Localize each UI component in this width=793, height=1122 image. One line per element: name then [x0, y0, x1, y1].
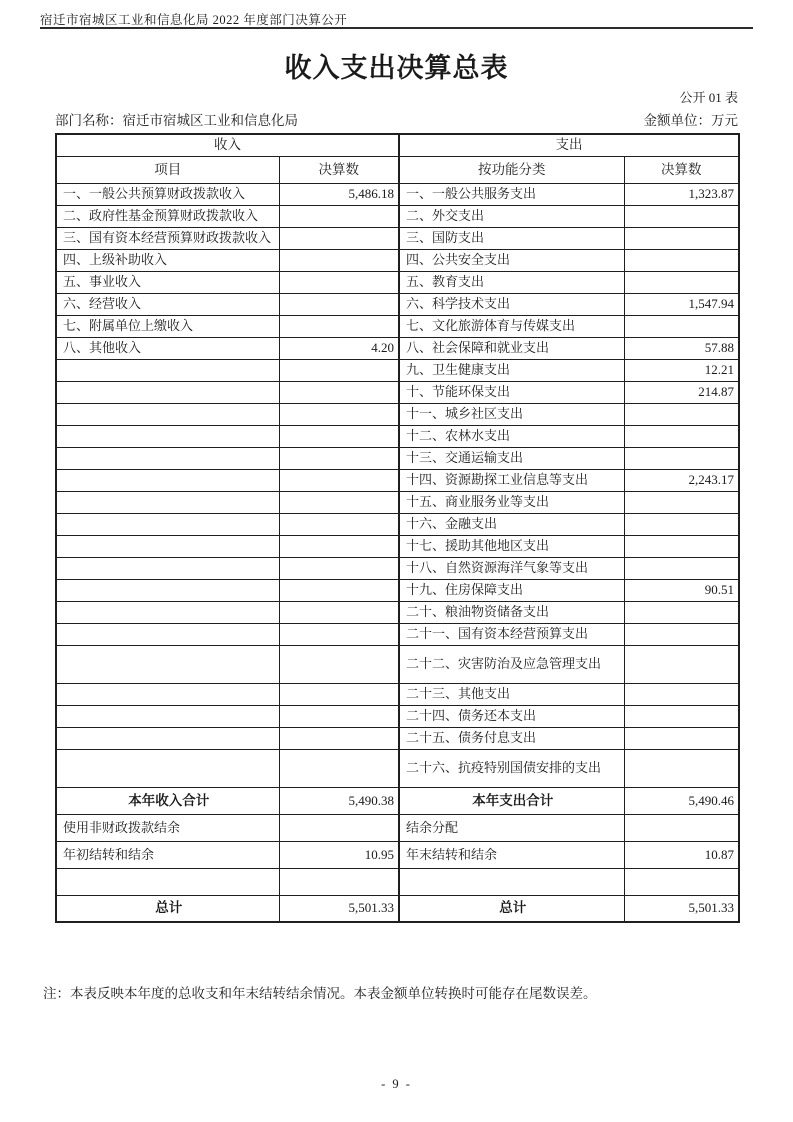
income-amount-cell — [279, 557, 399, 579]
expense-amount-cell — [624, 425, 739, 447]
income-amount-cell — [279, 683, 399, 705]
income-item-cell: 三、国有资本经营预算财政拨款收入 — [56, 227, 279, 249]
income-amount-cell — [279, 491, 399, 513]
column-header-income-amount: 决算数 — [279, 156, 399, 183]
income-amount-cell — [279, 814, 399, 841]
table-row — [56, 469, 739, 491]
income-item-cell: 二、政府性基金预算财政拨款收入 — [56, 205, 279, 227]
income-item-cell: 一、一般公共预算财政拨款收入 — [56, 183, 279, 205]
expense-amount-cell: 90.51 — [624, 579, 739, 601]
income-item-cell — [56, 749, 279, 787]
amount-unit-label: 金额单位：万元 — [643, 113, 738, 128]
income-item-cell — [56, 623, 279, 645]
expense-item-cell: 九、卫生健康支出 — [399, 359, 624, 381]
expense-item-cell: 二十六、抗疫特别国债安排的支出 — [399, 749, 624, 787]
summary-row — [56, 868, 739, 895]
income-group-header: 收入 — [56, 134, 399, 156]
income-item-cell — [56, 403, 279, 425]
expense-amount-cell — [624, 683, 739, 705]
table-row — [56, 337, 739, 359]
column-header-item: 项目 — [56, 156, 279, 183]
income-item-cell — [56, 359, 279, 381]
table-row — [56, 381, 739, 403]
expense-item-cell: 二十四、债务还本支出 — [399, 705, 624, 727]
income-amount-cell — [279, 359, 399, 381]
budget-table — [55, 133, 740, 923]
income-item-cell — [56, 381, 279, 403]
expense-amount-cell — [624, 705, 739, 727]
income-amount-cell — [279, 425, 399, 447]
expense-amount-cell — [624, 491, 739, 513]
expense-item-cell: 四、公共安全支出 — [399, 249, 624, 271]
expense-amount-cell — [624, 403, 739, 425]
income-amount-cell — [279, 623, 399, 645]
expense-amount-cell — [624, 447, 739, 469]
income-amount-cell — [279, 249, 399, 271]
expense-amount-cell — [624, 623, 739, 645]
income-item-cell: 本年收入合计 — [56, 787, 279, 814]
table-row — [56, 705, 739, 727]
expense-amount-cell: 10.87 — [624, 841, 739, 868]
income-item-cell: 四、上级补助收入 — [56, 249, 279, 271]
expense-item-cell: 七、文化旅游体育与传媒支出 — [399, 315, 624, 337]
expense-amount-cell — [624, 645, 739, 683]
income-item-cell — [56, 579, 279, 601]
expense-item-cell: 结余分配 — [399, 814, 624, 841]
page-title: 收入支出决算总表 — [284, 53, 509, 83]
expense-amount-cell — [624, 814, 739, 841]
table-row — [56, 183, 739, 205]
table-number-label: 公开 01 表 — [679, 90, 738, 105]
expense-amount-cell — [624, 513, 739, 535]
expense-amount-cell: 214.87 — [624, 381, 739, 403]
table-row — [56, 425, 739, 447]
expense-item-cell: 一、一般公共服务支出 — [399, 183, 624, 205]
expense-amount-cell — [624, 227, 739, 249]
header-rule — [40, 27, 753, 29]
income-item-cell — [56, 557, 279, 579]
income-item-cell — [56, 727, 279, 749]
page-number: - 9 - — [381, 1077, 412, 1091]
table-row — [56, 205, 739, 227]
expense-amount-cell — [624, 749, 739, 787]
table-row — [56, 727, 739, 749]
table-row — [56, 683, 739, 705]
expense-item-cell: 六、科学技术支出 — [399, 293, 624, 315]
income-item-cell — [56, 513, 279, 535]
expense-item-cell: 三、国防支出 — [399, 227, 624, 249]
income-amount-cell — [279, 749, 399, 787]
income-item-cell — [56, 491, 279, 513]
income-amount-cell — [279, 579, 399, 601]
income-amount-cell — [279, 227, 399, 249]
expense-item-cell: 十四、资源勘探工业信息等支出 — [399, 469, 624, 491]
expense-item-cell: 二十、粮油物资储备支出 — [399, 601, 624, 623]
expense-amount-cell — [624, 727, 739, 749]
expense-item-cell: 十六、金融支出 — [399, 513, 624, 535]
column-header-row — [56, 156, 739, 183]
expense-amount-cell: 1,323.87 — [624, 183, 739, 205]
expense-amount-cell — [624, 601, 739, 623]
footnote: 注：本表反映本年度的总收支和年末结转结余情况。本表金额单位转换时可能存在尾数误差。 — [43, 986, 597, 1001]
income-amount-cell — [279, 381, 399, 403]
income-amount-cell — [279, 601, 399, 623]
income-amount-cell — [279, 705, 399, 727]
expense-item-cell: 年末结转和结余 — [399, 841, 624, 868]
table-row — [56, 491, 739, 513]
table-row — [56, 293, 739, 315]
expense-item-cell: 十三、交通运输支出 — [399, 447, 624, 469]
summary-row — [56, 787, 739, 814]
income-amount-cell — [279, 447, 399, 469]
income-amount-cell — [279, 205, 399, 227]
income-item-cell: 总计 — [56, 895, 279, 922]
expense-item-cell: 十一、城乡社区支出 — [399, 403, 624, 425]
expense-item-cell: 十七、援助其他地区支出 — [399, 535, 624, 557]
income-amount-cell — [279, 271, 399, 293]
expense-amount-cell — [624, 205, 739, 227]
running-header: 宿迁市宿城区工业和信息化局 2022 年度部门决算公开 — [40, 13, 348, 27]
expense-item-cell: 十八、自然资源海洋气象等支出 — [399, 557, 624, 579]
expense-item-cell: 五、教育支出 — [399, 271, 624, 293]
group-header-row — [56, 134, 739, 156]
expense-item-cell: 二十一、国有资本经营预算支出 — [399, 623, 624, 645]
table-row — [56, 403, 739, 425]
income-amount-cell: 5,486.18 — [279, 183, 399, 205]
expense-item-cell — [399, 868, 624, 895]
summary-row — [56, 841, 739, 868]
table-row — [56, 447, 739, 469]
expense-amount-cell — [624, 535, 739, 557]
table-row — [56, 271, 739, 293]
expense-item-cell: 二十二、灾害防治及应急管理支出 — [399, 645, 624, 683]
table-row — [56, 315, 739, 337]
department-name-label: 部门名称：宿迁市宿城区工业和信息化局 — [55, 113, 298, 128]
summary-row — [56, 814, 739, 841]
table-row — [56, 579, 739, 601]
income-item-cell: 年初结转和结余 — [56, 841, 279, 868]
expense-item-cell: 十九、住房保障支出 — [399, 579, 624, 601]
table-row — [56, 227, 739, 249]
income-item-cell — [56, 535, 279, 557]
expense-item-cell: 二十五、债务付息支出 — [399, 727, 624, 749]
income-item-cell: 八、其他收入 — [56, 337, 279, 359]
expense-amount-cell: 2,243.17 — [624, 469, 739, 491]
table-row — [56, 535, 739, 557]
income-item-cell — [56, 447, 279, 469]
expense-item-cell: 本年支出合计 — [399, 787, 624, 814]
expense-item-cell: 十二、农林水支出 — [399, 425, 624, 447]
income-amount-cell — [279, 868, 399, 895]
table-row — [56, 557, 739, 579]
income-item-cell: 使用非财政拨款结余 — [56, 814, 279, 841]
income-item-cell — [56, 425, 279, 447]
table-row — [56, 601, 739, 623]
income-amount-cell — [279, 513, 399, 535]
table-row — [56, 513, 739, 535]
expense-amount-cell: 57.88 — [624, 337, 739, 359]
income-item-cell — [56, 469, 279, 491]
expense-amount-cell: 1,547.94 — [624, 293, 739, 315]
expense-amount-cell: 12.21 — [624, 359, 739, 381]
expense-amount-cell — [624, 315, 739, 337]
income-amount-cell — [279, 535, 399, 557]
table-row — [56, 645, 739, 683]
expense-amount-cell — [624, 271, 739, 293]
income-amount-cell: 10.95 — [279, 841, 399, 868]
income-amount-cell — [279, 315, 399, 337]
expense-item-cell: 总计 — [399, 895, 624, 922]
column-header-function: 按功能分类 — [399, 156, 624, 183]
expense-amount-cell — [624, 249, 739, 271]
meta-row — [55, 109, 738, 129]
income-amount-cell — [279, 469, 399, 491]
table-row — [56, 359, 739, 381]
income-item-cell — [56, 645, 279, 683]
income-item-cell: 五、事业收入 — [56, 271, 279, 293]
income-item-cell — [56, 683, 279, 705]
income-amount-cell — [279, 645, 399, 683]
expenditure-group-header: 支出 — [399, 134, 739, 156]
expense-amount-cell — [624, 868, 739, 895]
table-row — [56, 749, 739, 787]
income-item-cell — [56, 868, 279, 895]
summary-row — [56, 895, 739, 922]
income-amount-cell: 4.20 — [279, 337, 399, 359]
income-amount-cell: 5,490.38 — [279, 787, 399, 814]
expense-item-cell: 八、社会保障和就业支出 — [399, 337, 624, 359]
income-item-cell: 六、经营收入 — [56, 293, 279, 315]
income-item-cell — [56, 601, 279, 623]
income-amount-cell: 5,501.33 — [279, 895, 399, 922]
expense-item-cell: 十五、商业服务业等支出 — [399, 491, 624, 513]
income-item-cell — [56, 705, 279, 727]
table-row — [56, 249, 739, 271]
income-amount-cell — [279, 727, 399, 749]
expense-amount-cell: 5,501.33 — [624, 895, 739, 922]
expense-item-cell: 十、节能环保支出 — [399, 381, 624, 403]
expense-amount-cell — [624, 557, 739, 579]
income-item-cell: 七、附属单位上缴收入 — [56, 315, 279, 337]
income-amount-cell — [279, 403, 399, 425]
column-header-expense-amount: 决算数 — [624, 156, 739, 183]
expense-item-cell: 二十三、其他支出 — [399, 683, 624, 705]
expense-amount-cell: 5,490.46 — [624, 787, 739, 814]
expense-item-cell: 二、外交支出 — [399, 205, 624, 227]
table-row — [56, 623, 739, 645]
income-amount-cell — [279, 293, 399, 315]
